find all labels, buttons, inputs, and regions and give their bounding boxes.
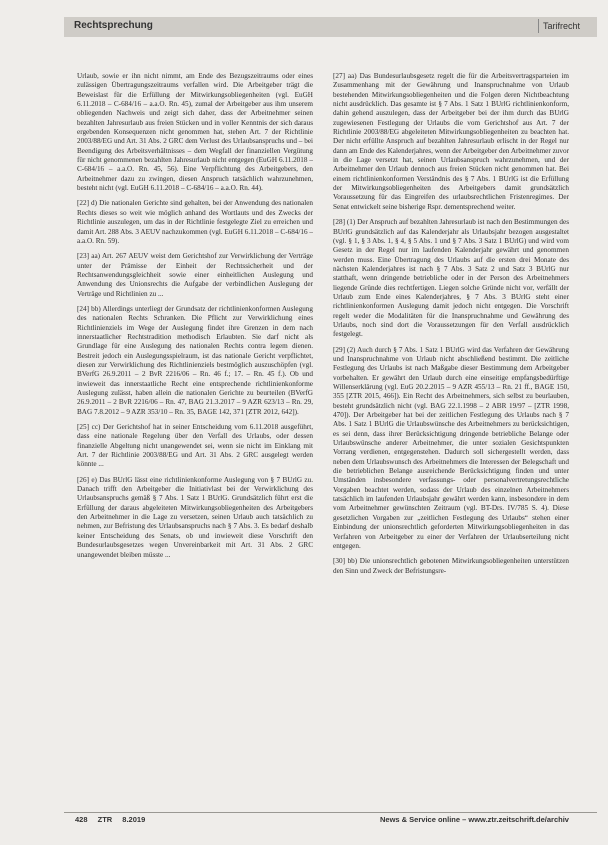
footer-citation xyxy=(75,815,153,824)
paragraph: [26] e) Das BUrlG lässt eine richtlinienkonforme Auslegung von § 7 BUrlG zu. Danach trifft den Arbeitgeber die Initiativlast bei der Verwirklichung des Urlaubsanspruchs gemäß § 7 Abs. 1 Satz 1 BUrlG. Grundsätzlich führt erst die Erfüllung der daraus abgeleiteten Mitwirkungsobliegenheiten des Arbeitgebers den Arbeitnehmer in die Lage zu versetzen, seinen Urlaub auch tatsächlich zu nehmen, zur Befristung des Urlaubsanspruchs nach § 7 Abs. 3. Es bedarf deshalb keiner Entscheidung des Senats, ob und inwieweit diese Vorschrift den Bundesurlaubsgesetzes wegen Unvereinbarkeit mit Art. 31 Abs. 2 GRC unangewendet bleiben müsste ... xyxy=(77,475,313,559)
paragraph: [30] bb) Die unionsrechtlich gebotenen Mitwirkungsobliegenheiten unterstützen den Sinn und Zweck der Befristungsre- xyxy=(333,557,569,575)
right-column xyxy=(333,72,569,807)
paragraph: [29] (2) Auch durch § 7 Abs. 1 Satz 1 BUrlG wird das Verfahren der Gewährung und Inanspruchnahme von Urlaub nicht abschließend bestimmt. Die zeitliche Festlegung des Urlaubs ist nach Maßgabe dieser Bestimmung dem Arbeitgeber vorbehalten. Er gewährt den Urlaub durch eine einseitige empfangsbedürftige Willenserklärung (vgl. EuG 20.2.2015 – 9 AZR 455/13 – Rn. 21 ff., BAGE 150, 355 [ZTR 2015, 466]). Ein Recht des Arbeitnehmers, sich selbst zu beurlauben, besteht grundsätzlich nicht (vgl. BAG 22.1.1998 – 2 ABR 19/97 – [ZTR 1998, 470]). Der Arbeitgeber hat bei der zeitlichen Festlegung des Urlaubs nach § 7 Abs. 1 Satz 1 BUrlG die Urlaubswünsche des Arbeitnehmers zu berücksichtigen, es sei denn, dass ihrer Berücksichtigung dringende betriebliche Belange oder Urlaubswünsche anderer Arbeitnehmer, die unter sozialen Gesichtspunkten Vorrang verdienen, entgegenstehen. Dadurch soll sichergestellt werden, dass neben dem Urlaubswunsch des Arbeitnehmers die Interessen der Belegschaft und die betrieblichen Belange ausreichende Berücksichtigung finden und unter Umständen insbesondere verfassungs- oder personalvertretungsrechtliche Vorgaben beachtet werden, sodass der Urlaub des einzelnen Arbeitnehmers tatsächlich im laufenden Urlaubsjahr gewährt werden kann, insbesondere in dem vom Arbeitnehmer gewünschten Zeitraum (vgl. BT-Drs. IV/785 S. 4). Diese gesetzlichen Vorgaben zur „zeitlichen Festlegung des Urlaubs“ stehen einer Einbindung der unionsrechtlich geforderten Mitwirkungsobliegenheiten in das Verfahren von Arbeitgeber zu einer der Verfahren der Urlaubserteilung nicht entgegen. xyxy=(333,345,569,550)
issue-number: 8.2019 xyxy=(122,815,146,824)
section-title: Rechtsprechung xyxy=(74,20,153,31)
section-tab: Tarifrecht xyxy=(543,21,581,31)
journal-name: ZTR xyxy=(97,815,113,824)
header-divider xyxy=(538,19,539,33)
footer-rule xyxy=(64,812,597,813)
paragraph: [22] d) Die nationalen Gerichte sind gehalten, bei der Anwendung des nationalen Rechts dieses so weit wie möglich anhand des Wortlauts und des Zwecks der Richtlinie auszulegen, um das in der Richtlinie festgelegte Ziel zu erreichen und damit Art. 288 Abs. 3 AEUV nachzukommen (vgl. EuGH 6.11.2018 – C-684/16 – a.a.O. Rn. 59). xyxy=(77,199,313,245)
paragraph: [25] cc) Der Gerichtshof hat in seiner Entscheidung vom 6.11.2018 ausgeführt, dass eine nationale Regelung über den Verfall des Urlaubs, oder dessen finanzielle Abgeltung nicht unangewendet sei, wenn sie nicht im Einklang mit Art. 7 der Richtlinie 2003/88/EG und Art. 31 Abs. 2 GRC ausgelegt werden könnte ... xyxy=(77,423,313,469)
footer-news-link[interactable]: News & Service online – www.ztr.zeitschrift.de/archiv xyxy=(380,815,569,824)
left-column xyxy=(77,72,313,807)
paragraph: [23] aa) Art. 267 AEUV weist dem Gerichtshof zur Verwirklichung der Verträge unter der Prämisse der Einheit der Rechtssicherheit und der Rechtsanwendungsgleichheit sowie einer einheitlichen Auslegung und Anwendung des Unionsrechts die Aufgabe der verbindlichen Auslegung der Verträge und Richtlinien zu ... xyxy=(77,252,313,298)
paragraph: [28] (1) Der Anspruch auf bezahlten Jahresurlaub ist nach den Bestimmungen des BUrlG grundsätzlich auf das Kalenderjahr als Urlaubsjahr bezogen ausgestaltet (vgl. § 1, § 3 Abs. 1, § 4, § 5 Abs. 1 und § 7 Abs. 3 Satz 1 BUrlG) und wird vom Gesetz in der Regel nur im laufenden Kalenderjahr gewährt und genommen werden muss. Eine Übertragung des Urlaubs auf die ersten drei Monate des nächsten Kalenderjahres ist nach § 7 Abs. 3 Satz 2 und Satz 3 BUrlG nur statthaft, wenn dringende betriebliche oder in der Person des Arbeitnehmers liegende Gründe dies rechtfertigen. Liegen solche Gründe nicht vor, verfällt der Urlaub zum Ende eines Kalenderjahres, § 7 Abs. 3 BUrlG steht einer richtlinienkonformen Auslegung damit jedoch nicht entgegen. Die Vorschrift regelt weder die Modalitäten für die Inanspruchnahme und Gewährung des Urlaubs, noch sind dort die Voraussetzungen für den Verfall ausdrücklich festgelegt. xyxy=(333,218,569,339)
page-number: 428 xyxy=(75,815,88,824)
paragraph: Urlaub, sowie er ihn nicht nimmt, am Ende des Bezugszeitraums oder eines zulässigen Übertragungszeitraums verfallen wird. Die Arbeitgeber trägt die Beweislast für die Erfüllung der Mitwirkungsobliegenheiten (vgl. EuGH 6.11.2018 – C-684/16 – a.a.O. Rn. 45), zumal der Arbeitgeber aus ihm unserem obliegenden Nachweis und zeigt sich daher, dass der Arbeitnehmer seinen bezahlten Jahresurlaub aus freien Stücken und in voller Kenntnis der sich daraus ergebenden Konsequenzen nicht genommen hat, stehen Art. 7 der Richtlinie 2003/88/EG und Art. 31 Abs. 2 GRC dem Verlust des Urlaubsanspruchs und – bei Beendigung des Arbeitsverhältnisses – dem Wegfall der finanziellen Vergütung für nicht genommenen bezahlten Jahresurlaub nicht entgegen (EuGH 6.11.2018 – C-684/16 – a.a.O. Rn. 45, 56). Eine Verpflichtung des Arbeitgebers, den Arbeitnehmer dazu zu zwingen, diesen Anspruch tatsächlich wahrzunehmen, besteht nicht (vgl. EuGH 6.11.2018 – C-684/16 – a.a.O. Rn. 44). xyxy=(77,72,313,193)
paragraph: [24] bb) Allerdings unterliegt der Grundsatz der richtlinienkonformen Auslegung des nationalen Rechts Schranken. Die Pflicht zur Verwirklichung eines Richtlinienziels im Wege der Auslegung findet ihre Grenzen in dem nach innerstaatlicher Rechtstradition methodisch Erlaubten. Sie darf nicht als Grundlage für eine Auslegung des nationalen Rechts contra legem dienen. Bestreit jedoch ein Auslegungsspielraum, ist das nationale Gericht verpflichtet, diesen zur Verwirklichung des Richtlinienziels bestmöglich auszuschöpfen (vgl. BVerfG 26.9.2011 – 2 BvR 2216/06 – Rn. 46 f.; 17. – Rn. 45 f.). Ob und inwieweit das innerstaatliche Recht eine entsprechende richtlinienkonforme Auslegung zulässt, haben allein die nationalen Gerichte zu beurteilen (BVerfG 26.9.2011 – 2 BvR 2216/06 – Rn. 47, BAG 21.3.2017 – 9 AZR 623/13 – Rn. 29, BAG 7.8.2012 – 9 AZR 353/10 – Rn. 35, BAGE 142, 371 [ZTR 2012, 642]). xyxy=(77,304,313,416)
paragraph: [27] aa) Das Bundesurlaubsgesetz regelt die für die Arbeitsvertragsparteien im Zusammenhang mit der Gewährung und Inanspruchnahme von Urlaub bestehenden Mitwirkungsobliegenheiten und die Folgen deren Nichtbeachtung nicht ausdrücklich. Das gesamte ist § 7 Abs. 1 Satz 1 BUrlG richtlinienkonform, dahin gehend auszulegen, dass der Arbeitgeber bei der ihm durch das BUrlG zugewiesenen Festlegung der Urlaubs die vom Gerichtshof aus Art. 7 der Richtlinie 2003/88/EG abgeleiteten Mitwirkungsobliegenheiten zu beachten hat. Der nicht erfüllte Anspruch auf bezahlten Jahresurlaub erlischt in der Regel nur dann am Ende des Kalenderjahres, wenn der Arbeitgeber den Arbeitnehmer zuvor in die Lage versetzt hat, seinen Urlaubsanspruch wahrzunehmen, und der Arbeitnehmer den Urlaub dennoch aus freien Stücken nicht genommen hat. Bei einem richtlinienkonformen Verständnis des § 7 Abs. 1 BUrlG ist die Erfüllung der Mitwirkungsobliegenheiten des Arbeitgebers damit grundsätzlich Voraussetzung für das Eingreifen des urlaubsrechtlichen Fristenregimes. Der Senat entwickelt seine bisherige Rspr. dementsprechend weiter. xyxy=(333,72,569,211)
